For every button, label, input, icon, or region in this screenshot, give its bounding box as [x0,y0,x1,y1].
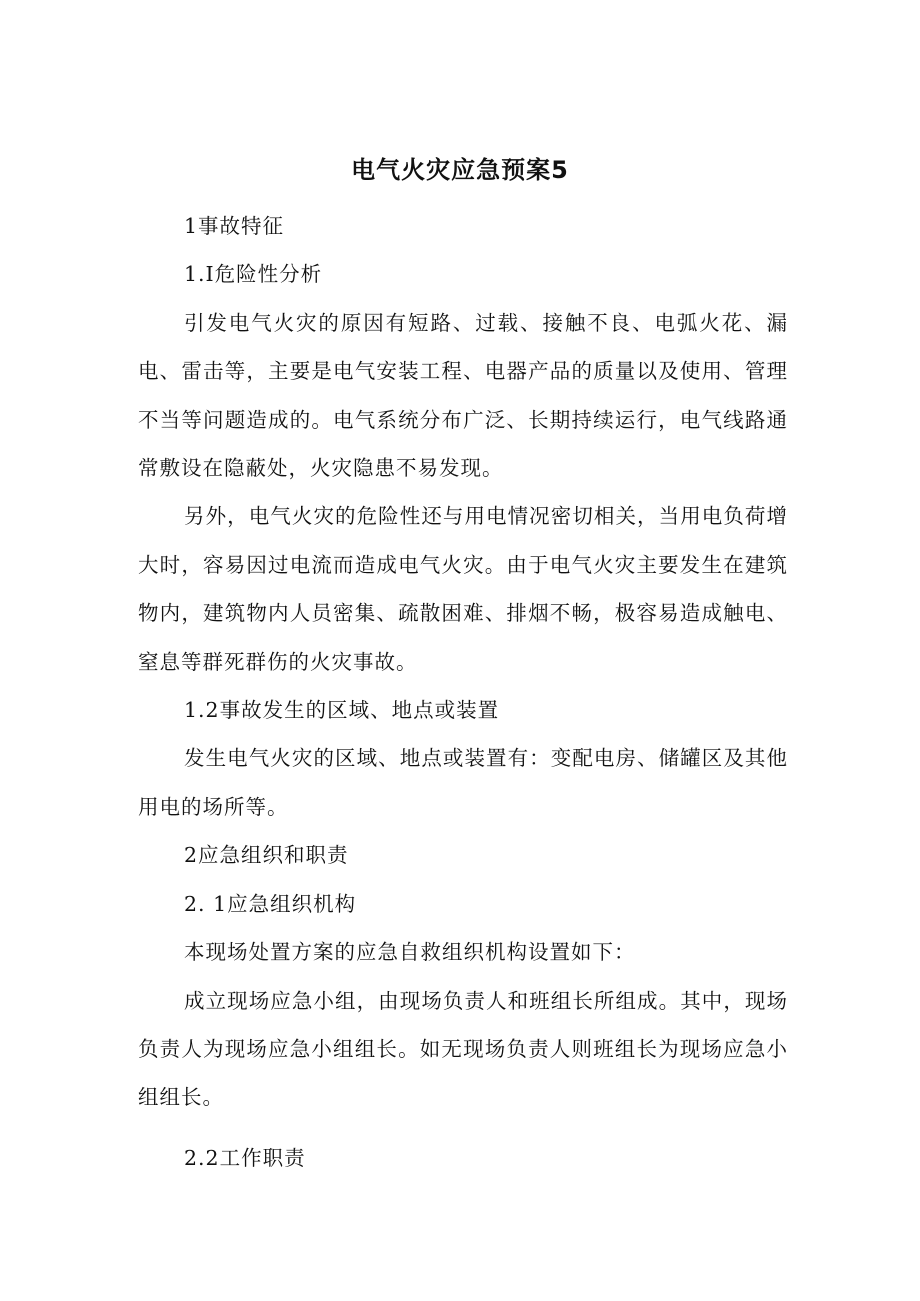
paragraph-emergency-team: 成立现场应急小组，由现场负责人和班组长所组成。其中，现场负责人为现场应急小组组长。如无现场负责人则班组长为现场应急小组组长。 [138,988,788,1110]
document-title: 电气火灾应急预案5 [351,156,569,184]
document-body [138,202,788,1182]
section-heading-1: 1事故特征 [184,214,285,238]
paragraph-fire-causes: 引发电气火灾的原因有短路、过载、接触不良、电弧火花、漏电、雷击等，主要是电气安装工程、电器产品的质量以及使用、管理不当等问题造成的。电气系统分布广泛、长期持续运行，电气线路通常敷设在隐蔽处，火灾隐患不易发现。 [138,310,788,481]
section-heading-1-2: 1.2事故发生的区域、地点或装置 [184,698,500,723]
paragraph-fire-risk: 另外，电气火灾的危险性还与用电情况密切相关，当用电负荷增大时，容易因过电流而造成电气火灾。由于电气火灾主要发生在建筑物内，建筑物内人员密集、疏散困难、排烟不畅，极容易造成触电、窒息等群死群伤的火灾事故。 [138,504,788,674]
section-heading-1-1: 1.I危险性分析 [184,262,323,287]
paragraph-fire-locations: 发生电气火灾的区域、地点或装置有：变配电房、储罐区及其他用电的场所等。 [138,746,788,819]
section-heading-2-2: 2.2工作职责 [184,1145,306,1170]
paragraph-organization-intro: 本现场处置方案的应急自救组织机构设置如下： [184,940,636,965]
section-heading-2: 2应急组织和职责 [184,843,349,868]
section-heading-2-1: 2. 1应急组织机构 [184,891,357,916]
